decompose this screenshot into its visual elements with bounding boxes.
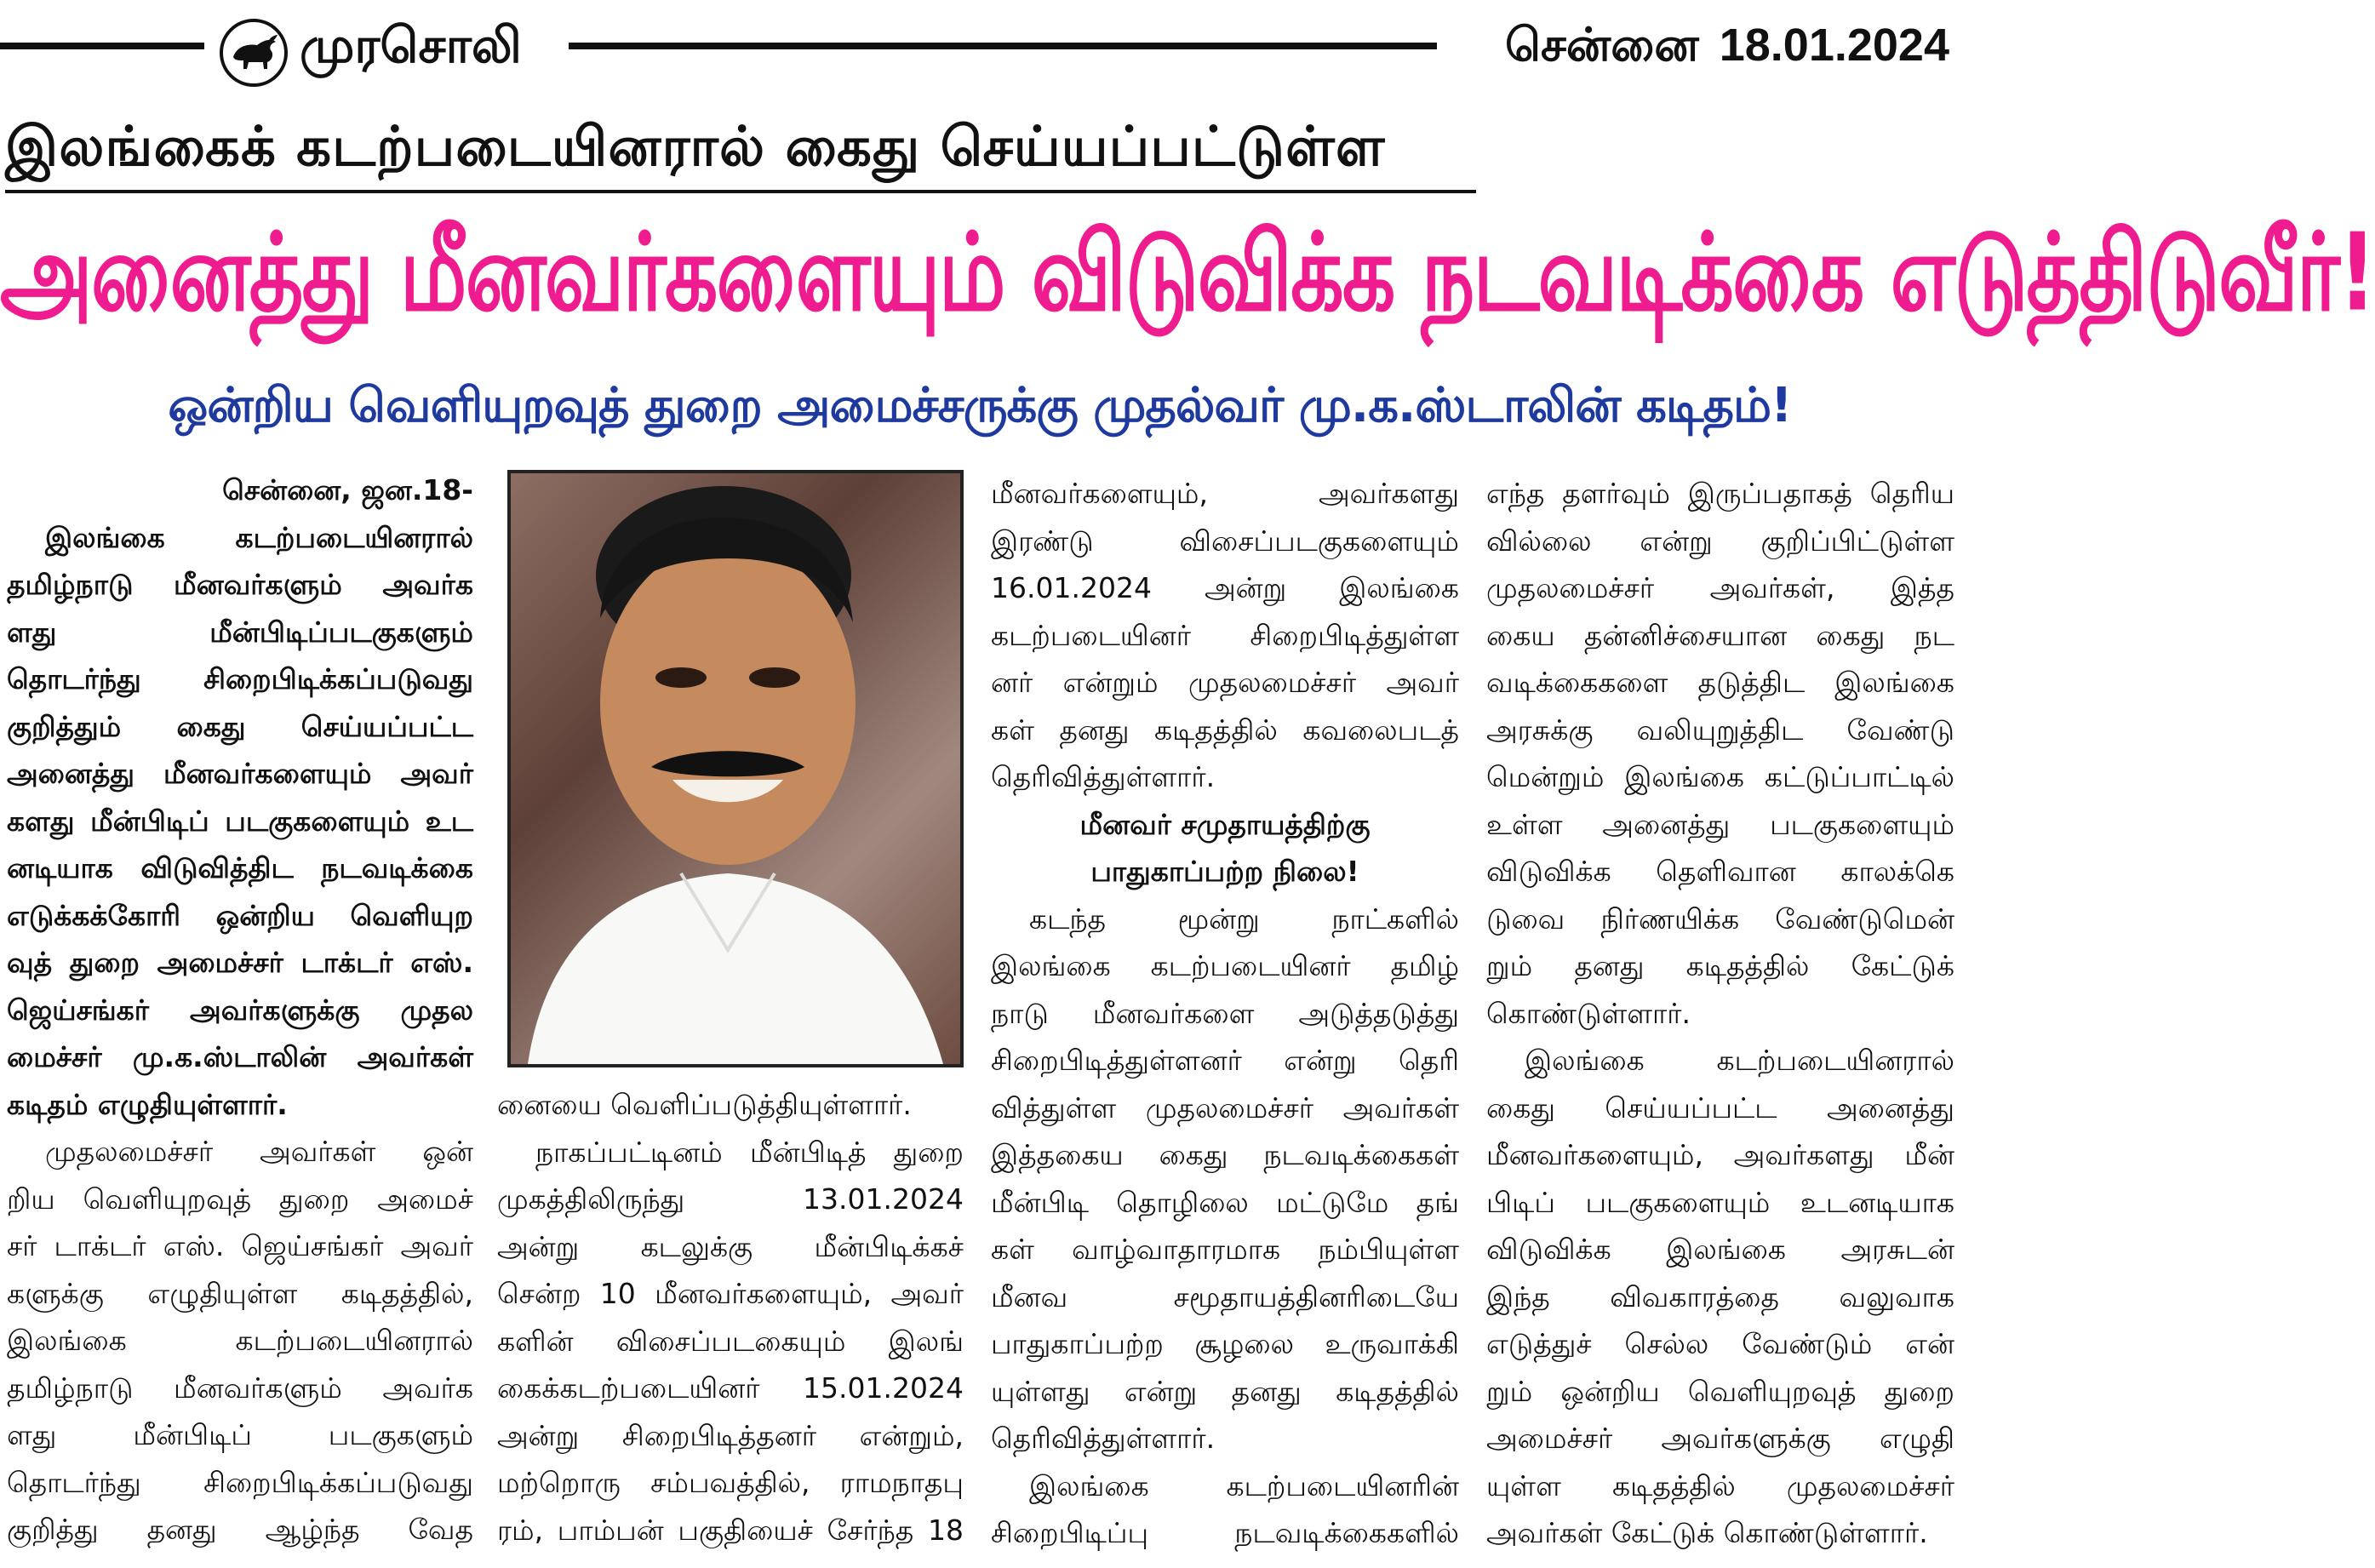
subheading: பாதுகாப்பற்ற நிலை! [1090, 855, 1359, 888]
text-line: அவர்கள் கேட்டுக் கொண்டுள்ளார். [1486, 1516, 1928, 1549]
masthead-rule-center [569, 43, 1437, 49]
text-line: வில்லை என்று குறிப்பிட்டுள்ள [1486, 524, 1954, 558]
text-line: இலங்கை கடற்படையினரால் [7, 1324, 473, 1357]
text-line: னையை வெளிப்படுத்தியுள்ளார். [497, 1088, 912, 1121]
text-line: களின் விசைப்படகையும் இலங் [497, 1324, 964, 1358]
text-line: முதலமைச்சர் அவர்கள் ஒன் [45, 1135, 473, 1168]
text-line: தொடர்ந்து சிறைபிடிக்கப்படுவது [7, 1465, 473, 1499]
text-line: களது மீன்பிடிப் படகுகளையும் உட [7, 804, 473, 838]
text-line: கைய தன்னிச்சையான கைது நட [1486, 618, 1954, 652]
text-line: சிறைபிடிப்பு நடவடிக்கைகளில் [991, 1516, 1459, 1549]
text-line: இரண்டு விசைப்படகுகளையும் [991, 524, 1459, 558]
text-line: அனைத்து மீனவர்களையும் அவர் [7, 757, 473, 790]
text-line: ளது மீன்பிடிப்படகுகளும் [7, 615, 473, 649]
text-line: குறித்தும் கைது செய்யப்பட்ட [7, 709, 473, 743]
text-line: இலங்கை கடற்படையினர் தமிழ் [991, 949, 1459, 982]
text-line: டுவை நிர்ணயிக்க வேண்டுமென் [1486, 901, 1954, 936]
text-line: அரசுக்கு வலியுறுத்திட வேண்டு [1486, 712, 1954, 747]
text-line: தெரிவித்துள்ளார். [991, 760, 1216, 793]
text-line: கைது செய்யப்பட்ட அனைத்து [1486, 1090, 1954, 1124]
portrait-photo [507, 470, 964, 1067]
subheading: மீனவர் சமுதாயத்திற்கு [1079, 807, 1371, 841]
article-column-2 [497, 1081, 964, 1554]
text-line: சிறைபிடித்துள்ளனர் என்று தெரி [991, 1044, 1459, 1077]
text-line: சென்ற 10 மீனவர்களையும், அவர் [497, 1277, 964, 1310]
text-line: நாடு மீனவர்களை அடுத்தடுத்து [991, 996, 1459, 1030]
masthead-rule-left [0, 43, 204, 49]
text-line: பாதுகாப்பற்ற சூழலை உருவாக்கி [991, 1327, 1459, 1360]
text-line: யுள்ளது என்று தனது கடிதத்தில் [991, 1374, 1459, 1408]
text-line: னடியாக விடுவித்திட நடவடிக்கை [7, 851, 473, 884]
text-line: சர் டாக்டர் எஸ். ஜெய்சங்கர் அவர் [7, 1229, 473, 1262]
text-line: இலங்கை கடற்படையினரால் [1525, 1044, 1954, 1077]
text-line: முகத்திலிருந்து 13.01.2024 [497, 1182, 964, 1216]
text-line: பிடிப் படகுகளையும் உடனடியாக [1486, 1185, 1954, 1219]
text-line: றிய வெளியுறவுத் துறை அமைச் [7, 1182, 473, 1216]
text-line: இத்தகைய கைது நடவடிக்கைகள் [991, 1138, 1459, 1171]
text-line: உள்ள அனைத்து படகுகளையும் [1486, 807, 1954, 841]
text-line: இலங்கை கடற்படையினரின் [1029, 1468, 1459, 1502]
text-line: றும் ஒன்றிய வெளியுறவுத் துறை [1486, 1374, 1954, 1408]
text-line: கடற்படையினர் சிறைபிடித்துள்ள [991, 618, 1459, 652]
main-headline: அனைத்து மீனவர்களையும் விடுவிக்க நடவடிக்கை எடுத்திடுவீர்! [0, 211, 2375, 336]
text-line: மீனவ சமூதாயத்தினரிடையே [991, 1279, 1459, 1313]
text-line: வித்துள்ள முதலமைச்சர் அவர்கள் [991, 1090, 1459, 1124]
text-line: முதலமைச்சர் அவர்கள், இத்த [1486, 571, 1954, 604]
text-line: னர் என்றும் முதலமைச்சர் அவர் [991, 666, 1459, 699]
article-column-4 [1486, 470, 1954, 1557]
text-line: கொண்டுள்ளார். [1486, 996, 1691, 1030]
text-line: வடிக்கைகளை தடுத்திட இலங்கை [1486, 666, 1954, 699]
text-line: மீன்பிடி தொழிலை மட்டுமே தங் [991, 1185, 1459, 1219]
text-line: தெரிவித்துள்ளார். [991, 1422, 1216, 1455]
text-line: வுத் துறை அமைச்சர் டாக்டர் எஸ். [7, 946, 473, 979]
text-line: எந்த தளர்வும் இருப்பதாகத் தெரிய [1486, 477, 1954, 510]
text-line: நாகப்பட்டினம் மீன்பிடித் துறை [535, 1135, 964, 1169]
text-line: 16.01.2024 அன்று இலங்கை [991, 571, 1459, 604]
article-column-3 [991, 470, 1459, 1557]
text-line: அமைச்சர் அவர்களுக்கு எழுதி [1486, 1422, 1954, 1455]
text-line: றும் தனது கடிதத்தில் கேட்டுக் [1486, 949, 1954, 982]
text-line: எடுக்கக்கோரி ஒன்றிய வெளியுற [7, 898, 473, 932]
text-line: குறித்து தனது ஆழ்ந்த வேத [7, 1513, 473, 1546]
newspaper-brand: முரசொலி [300, 16, 522, 74]
text-line: மீனவர்களையும், அவர்களது [991, 477, 1459, 510]
text-line: இலங்கை கடற்படையினரால் [45, 520, 473, 554]
text-line: ளது மீன்பிடிப் படகுகளும் [7, 1418, 473, 1451]
dateline-date: 18.01.2024 [1719, 20, 1949, 71]
text-line: ஜெய்சங்கர் அவர்களுக்கு முதல [7, 993, 473, 1027]
text-line: எடுத்துச் செல்ல வேண்டும் என் [1486, 1327, 1954, 1360]
text-line: மைச்சர் மு.க.ஸ்டாலின் அவர்கள் [7, 1040, 473, 1073]
text-line: களுக்கு எழுதியுள்ள கடிதத்தில், [7, 1276, 473, 1310]
text-line: தொடர்ந்து சிறைபிடிக்கப்படுவது [7, 662, 473, 695]
text-line: மற்றொரு சம்பவத்தில், ராமநாதபு [497, 1466, 964, 1499]
kicker-headline: இலங்கைக் கடற்படையினரால் கைது செய்யப்பட்டுள்ள [5, 109, 1476, 193]
article-column-1 [7, 466, 473, 1554]
text-line: மீனவர்களையும், அவர்களது மீன் [1486, 1138, 1954, 1171]
article-dateline: சென்னை, ஜன.18- [222, 473, 473, 506]
sub-headline: ஒன்றிய வெளியுறவுத் துறை அமைச்சருக்கு முதல்வர் மு.க.ஸ்டாலின் கடிதம்! [168, 378, 1792, 433]
text-line: கடிதம் எழுதியுள்ளார். [7, 1087, 288, 1121]
masthead [0, 0, 1960, 94]
text-line: கைக்கடற்படையினர் 15.01.2024 [497, 1371, 964, 1405]
text-line: விடுவிக்க தெளிவான காலக்கெ [1486, 855, 1954, 888]
text-line: தமிழ்நாடு மீனவர்களும் அவர்க [7, 568, 473, 601]
text-line: விடுவிக்க இலங்கை அரசுடன் [1486, 1233, 1954, 1266]
text-line: இந்த விவகாரத்தை வலுவாக [1486, 1279, 1954, 1313]
text-line: மென்றும் இலங்கை கட்டுப்பாட்டில் [1486, 760, 1954, 793]
text-line: தமிழ்நாடு மீனவர்களும் அவர்க [7, 1371, 473, 1405]
text-line: கள் தனது கடிதத்தில் கவலைபடத் [991, 712, 1459, 747]
dateline-city: சென்னை [1504, 18, 1699, 72]
text-line: ரம், பாம்பன் பகுதியைச் சேர்ந்த 18 [497, 1513, 964, 1547]
text-line: கள் வாழ்வாதாரமாக நம்பியுள்ள [991, 1233, 1459, 1266]
text-line: கடந்த மூன்று நாட்களில் [1029, 901, 1459, 936]
bull-emblem-icon [220, 19, 288, 87]
text-line: அன்று சிறைபிடித்தனர் என்றும், [497, 1418, 964, 1452]
text-line: அன்று கடலுக்கு மீன்பிடிக்கச் [497, 1229, 964, 1263]
text-line: யுள்ள கடிதத்தில் முதலமைச்சர் [1486, 1468, 1954, 1502]
dateline [1505, 15, 1949, 75]
